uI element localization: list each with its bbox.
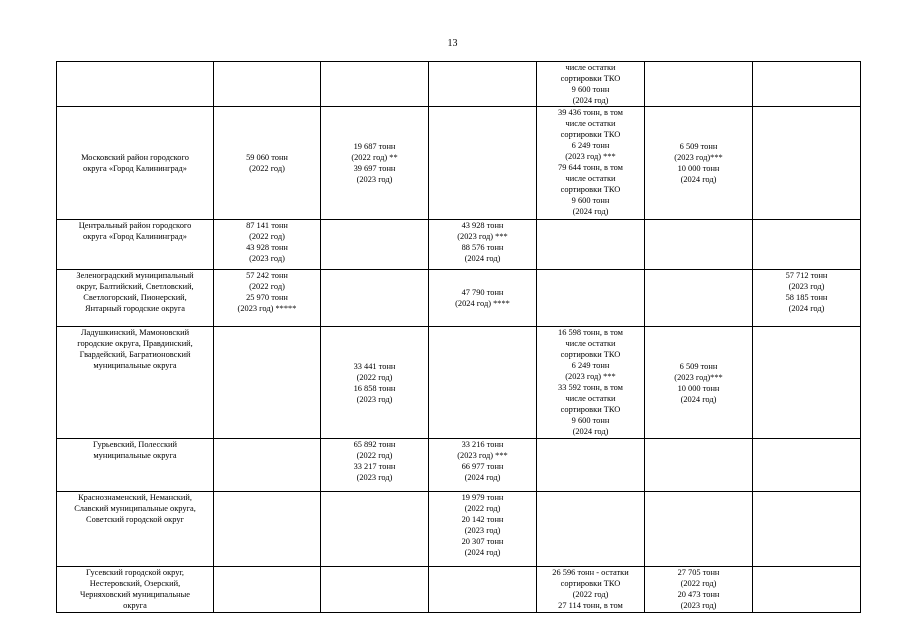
value-cell-c5 [645, 567, 753, 613]
value-cell-c3 [429, 327, 537, 439]
cell-line: 47 790 тонн [461, 288, 504, 297]
cell-line: 79 644 тонн, в том [558, 163, 623, 172]
value-cell-c4 [537, 220, 645, 270]
cell-line: 33 217 тонн [353, 462, 396, 471]
value-cell-c3 [429, 439, 537, 492]
cell-line: муниципальные округа [93, 451, 177, 460]
cell-line: (2023 год) [249, 254, 285, 263]
cell-line: (2023 год) *** [565, 152, 616, 161]
value-cell-c3 [429, 567, 537, 613]
value-cell-c3 [429, 270, 537, 327]
value-cell-c1 [214, 107, 321, 220]
value-cell-c1 [214, 492, 321, 567]
value-cell-c5 [645, 327, 753, 439]
value-cell-c6 [753, 327, 861, 439]
value-cell-c3 [429, 492, 537, 567]
value-cell-c2 [321, 107, 429, 220]
value-cell-c4 [537, 107, 645, 220]
cell-line: Зеленоградский муниципальный [76, 271, 194, 280]
cell-line: 58 185 тонн [785, 293, 828, 302]
region-cell [57, 439, 214, 492]
cell-line: 27 705 тонн [677, 568, 720, 577]
cell-line: числе остатки [565, 119, 616, 128]
value-cell-c4 [537, 567, 645, 613]
cell-line: Светлогорский, Пионерский, [83, 293, 187, 302]
value-cell-c1 [214, 220, 321, 270]
cell-line: 65 892 тонн [353, 440, 396, 449]
cell-line: (2023 год) ***** [237, 304, 297, 313]
cell-line: 26 596 тонн - остатки [552, 568, 629, 577]
cell-line: 57 712 тонн [785, 271, 828, 280]
cell-line: числе остатки [565, 394, 616, 403]
cell-line: 66 977 тонн [461, 462, 504, 471]
cell-line: муниципальные округа [93, 361, 177, 370]
cell-line: 20 142 тонн [461, 515, 504, 524]
table-row [57, 62, 861, 107]
table-row [57, 327, 861, 439]
cell-line: Янтарный городские округа [85, 304, 185, 313]
cell-line: (2022 год) [680, 579, 717, 588]
value-cell-c3 [429, 62, 537, 107]
cell-line: Черняховский муниципальные [80, 590, 190, 599]
region-cell [57, 107, 214, 220]
cell-line: (2024 год) [464, 254, 501, 263]
cell-line: 19 687 тонн [353, 142, 396, 151]
value-cell-c2 [321, 62, 429, 107]
cell-line: (2022 год) [249, 282, 285, 291]
cell-line: 16 598 тонн, в том [558, 328, 623, 337]
cell-line: (2022 год) [356, 451, 393, 460]
value-cell-c5 [645, 107, 753, 220]
cell-line: округ, Балтийский, Светловский, [76, 282, 194, 291]
value-cell-c6 [753, 567, 861, 613]
cell-line: (2023 год) [680, 601, 717, 610]
cell-line: 6 249 тонн [571, 361, 610, 370]
value-cell-c1 [214, 567, 321, 613]
cell-line: сортировки ТКО [560, 185, 621, 194]
value-cell-c1 [214, 327, 321, 439]
cell-line: (2023 год)*** [674, 372, 723, 382]
cell-line: числе остатки [565, 174, 616, 183]
cell-line: (2023 год) [464, 526, 501, 535]
value-cell-c3 [429, 107, 537, 220]
cell-line: 87 141 тонн [246, 221, 288, 230]
value-cell-c6 [753, 270, 861, 327]
page-number: 13 [447, 38, 458, 49]
cell-line: 33 592 тонн, в том [558, 383, 623, 392]
cell-line: Ладушкинский, Мамоновский [80, 328, 190, 337]
cell-line: (2023 год) *** [457, 451, 508, 460]
waste-volume-table [56, 61, 861, 613]
value-cell-c5 [645, 270, 753, 327]
cell-line: 20 473 тонн [677, 590, 720, 599]
table-row [57, 107, 861, 220]
value-cell-c2 [321, 220, 429, 270]
cell-line: Гурьевский, Полесский [93, 440, 177, 449]
region-cell [57, 220, 214, 270]
value-cell-c2 [321, 567, 429, 613]
table-row [57, 439, 861, 492]
cell-line: Советский городской округ [86, 515, 184, 524]
cell-line: (2023 год) [356, 175, 393, 184]
region-cell [57, 270, 214, 327]
cell-line: 59 060 тонн [246, 153, 288, 162]
value-cell-c1 [214, 270, 321, 327]
region-cell [57, 327, 214, 439]
cell-line: Нестеровский, Озерский, [89, 579, 181, 588]
cell-line: числе остатки [565, 63, 616, 72]
cell-line: сортировки ТКО [560, 130, 621, 139]
cell-line: (2022 год) ** [351, 153, 398, 162]
value-cell-c5 [645, 62, 753, 107]
cell-line: (2023 год) *** [565, 372, 616, 381]
cell-line: числе остатки [565, 339, 616, 348]
cell-line: (2024 год) [680, 394, 717, 404]
table-row [57, 220, 861, 270]
cell-line: (2024 год) [572, 96, 609, 105]
value-cell-c3 [429, 220, 537, 270]
value-cell-c6 [753, 492, 861, 567]
value-cell-c4 [537, 492, 645, 567]
cell-line: сортировки ТКО [560, 405, 621, 414]
value-cell-c5 [645, 220, 753, 270]
value-cell-c6 [753, 62, 861, 107]
table-row [57, 270, 861, 327]
cell-line: (2024 год) [464, 548, 501, 557]
cell-line: 6 249 тонн [571, 141, 610, 150]
cell-line: (2023 год) *** [457, 232, 508, 241]
cell-line: округа «Город Калининград» [83, 164, 187, 173]
cell-line: 57 242 тонн [246, 271, 288, 280]
value-cell-c5 [645, 492, 753, 567]
cell-line: 43 928 тонн [246, 243, 288, 252]
cell-line: 19 979 тонн [461, 493, 504, 502]
table-row [57, 567, 861, 613]
cell-line: 9 600 тонн [571, 196, 610, 205]
cell-line: (2022 год) [572, 590, 609, 599]
cell-line: (2023 год) [356, 394, 393, 404]
region-cell [57, 62, 214, 107]
cell-line: (2024 год) **** [455, 299, 510, 308]
cell-line: (2023 год) [356, 473, 393, 482]
cell-line: (2024 год) [572, 207, 609, 216]
value-cell-c6 [753, 439, 861, 492]
cell-line: сортировки ТКО [560, 74, 621, 83]
cell-line: 27 114 тонн, в том [558, 601, 623, 610]
cell-line: (2022 год) [356, 372, 393, 382]
value-cell-c1 [214, 62, 321, 107]
cell-line: Гвардейский, Багратионовский [79, 350, 191, 359]
cell-line: округа «Город Калининград» [83, 232, 187, 241]
value-cell-c2 [321, 270, 429, 327]
cell-line: (2024 год) [680, 175, 717, 184]
value-cell-c1 [214, 439, 321, 492]
table-row [57, 492, 861, 567]
cell-line: (2024 год) [464, 473, 501, 482]
cell-line: 39 697 тонн [353, 164, 396, 173]
cell-line: 43 928 тонн [461, 221, 504, 230]
value-cell-c2 [321, 492, 429, 567]
cell-line: 16 858 тонн [353, 383, 396, 393]
cell-line: Московский район городского [81, 153, 189, 162]
cell-line: 10 000 тонн [677, 383, 720, 393]
cell-line: 9 600 тонн [571, 416, 610, 425]
value-cell-c4 [537, 439, 645, 492]
region-cell [57, 567, 214, 613]
cell-line: Гусевский городской округ, [85, 568, 185, 577]
value-cell-c2 [321, 327, 429, 439]
cell-line: 10 000 тонн [677, 164, 720, 173]
cell-line: (2022 год) [464, 504, 501, 513]
cell-line: 20 307 тонн [461, 537, 504, 546]
cell-line: Славский муниципальные округа, [74, 504, 196, 513]
cell-line: Краснознаменский, Неманский, [78, 493, 192, 502]
cell-line: (2023 год) [788, 282, 825, 291]
cell-line: 6 509 тонн [679, 361, 718, 371]
cell-line: 25 970 тонн [246, 293, 288, 302]
value-cell-c6 [753, 220, 861, 270]
cell-line: 6 509 тонн [679, 142, 718, 151]
value-cell-c4 [537, 62, 645, 107]
cell-line: 33 216 тонн [461, 440, 504, 449]
cell-line: (2023 год)*** [674, 153, 723, 162]
value-cell-c4 [537, 270, 645, 327]
cell-line: 88 576 тонн [461, 243, 504, 252]
cell-line: сортировки ТКО [560, 350, 621, 359]
cell-line: (2022 год) [249, 164, 285, 173]
cell-line: (2024 год) [788, 304, 825, 313]
value-cell-c6 [753, 107, 861, 220]
cell-line: (2022 год) [249, 232, 285, 241]
value-cell-c5 [645, 439, 753, 492]
cell-line: округа [123, 601, 147, 610]
cell-line: сортировки ТКО [560, 579, 621, 588]
cell-line: 9 600 тонн [571, 85, 610, 94]
cell-line: городские округа, Правдинский, [77, 339, 193, 348]
cell-line: 33 441 тонн [353, 361, 396, 371]
value-cell-c2 [321, 439, 429, 492]
cell-line: (2024 год) [572, 427, 609, 436]
value-cell-c4 [537, 327, 645, 439]
cell-line: 39 436 тонн, в том [558, 108, 623, 117]
cell-line: Центральный район городского [78, 221, 192, 230]
region-cell [57, 492, 214, 567]
